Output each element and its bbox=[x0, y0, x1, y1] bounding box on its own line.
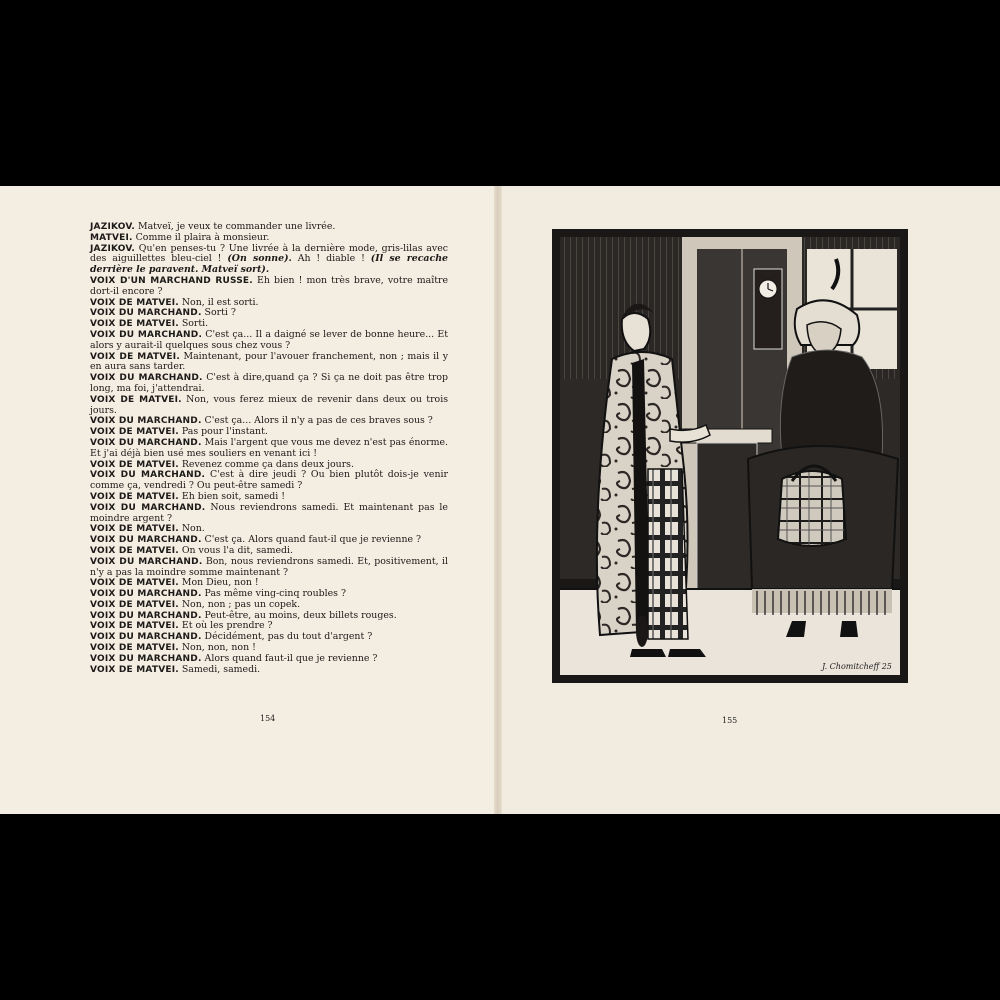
speaker-name: VOIX DU MARCHAND. bbox=[90, 556, 203, 567]
stage-direction: (On sonne). bbox=[227, 253, 292, 265]
speaker-name: VOIX DU MARCHAND. bbox=[90, 610, 202, 621]
dialogue-line bbox=[90, 557, 448, 579]
speaker-name: VOIX DU MARCHAND. bbox=[90, 632, 202, 643]
dialogue-text: C'est à dire jeudi ? Ou bien plutôt dois-je venir comme ça, vendredi ? Ou peut-être samedi ? bbox=[90, 469, 449, 492]
speaker-name: VOIX DU MARCHAND. bbox=[90, 437, 202, 448]
dialogue-text: Peut-être, au moins, deux billets rouges. bbox=[201, 609, 397, 621]
dialogue-line bbox=[90, 395, 448, 417]
dialogue-text: Non, vous ferez mieux de revenir dans deux ou trois jours. bbox=[90, 393, 449, 416]
dialogue-text: Sorti ? bbox=[201, 307, 236, 319]
dialogue-line bbox=[90, 352, 448, 374]
speaker-name: VOIX DU MARCHAND. bbox=[90, 502, 206, 513]
dialogue-text: Eh bien soit, samedi ! bbox=[178, 490, 286, 502]
dialogue-text: Non, non, non ! bbox=[178, 642, 256, 654]
left-page bbox=[0, 186, 498, 814]
speaker-name: JAZIKOV. bbox=[90, 222, 135, 232]
svg-text:J. Chomitcheff 25: J. Chomitcheff 25 bbox=[822, 662, 892, 671]
dialogue-text: Nous reviendrons samedi. Et maintenant pas le moindre argent ? bbox=[90, 501, 448, 524]
dialogue-line bbox=[90, 632, 448, 643]
dialogue-text: Samedi, samedi. bbox=[178, 663, 261, 675]
speaker-name: VOIX DU MARCHAND. bbox=[90, 329, 203, 340]
dialogue-text: Pas pour l'instant. bbox=[178, 426, 268, 438]
dialogue-text: Et où les prendre ? bbox=[178, 620, 273, 632]
speaker-name: VOIX DE MATVEI. bbox=[90, 297, 179, 308]
speaker-name: VOIX DE MATVEI. bbox=[90, 664, 179, 675]
speaker-name: VOIX DU MARCHAND. bbox=[90, 653, 202, 664]
speaker-name: VOIX DE MATVEI. bbox=[90, 621, 179, 632]
dialogue-text: Maintenant, pour l'avouer franchement, non ; mais il y en aura sans tarder. bbox=[90, 350, 448, 373]
speaker-name: VOIX DU MARCHAND. bbox=[90, 535, 202, 546]
dialogue-text: Matveï, je veux te commander une livrée. bbox=[135, 221, 336, 232]
dialogue-line bbox=[90, 373, 448, 395]
speaker-name: VOIX DE MATVEI. bbox=[90, 459, 179, 470]
dialogue-line bbox=[90, 276, 448, 298]
dialogue-text: Bon, nous reviendrons samedi. Et, positivement, il n'y a pas la moindre somme maintenant ? bbox=[90, 555, 448, 578]
dialogue-line bbox=[90, 298, 448, 309]
dialogue-line bbox=[90, 665, 448, 676]
dialogue-text: Alors quand faut-il que je revienne ? bbox=[201, 652, 378, 664]
speaker-name: VOIX DE MATVEI. bbox=[90, 394, 182, 405]
dialogue-line bbox=[90, 416, 448, 427]
dialogue-text: Revenez comme ça dans deux jours. bbox=[178, 458, 354, 470]
dialogue-text: C'est à dire,quand ça ? Si ça ne doit pas être trop long, ma foi, j'attendrai. bbox=[90, 372, 448, 394]
speaker-name: VOIX DE MATVEI. bbox=[90, 319, 179, 330]
dialogue-line bbox=[90, 244, 448, 276]
dialogue-text: Non, il est sorti. bbox=[178, 296, 259, 308]
right-page bbox=[498, 186, 1000, 814]
dialogue-text: C'est ça. Alors quand faut-il que je revienne ? bbox=[201, 534, 422, 546]
dialogue-line bbox=[90, 503, 448, 525]
dialogue-text: Eh bien ! mon très brave, votre maître dort-il encore ? bbox=[90, 274, 448, 297]
speaker-name: VOIX DE MATVEI. bbox=[90, 578, 179, 589]
dialogue-text: On vous l'a dit, samedi. bbox=[178, 544, 294, 556]
book-gutter bbox=[494, 186, 502, 814]
speaker-name: JAZIKOV. bbox=[90, 243, 135, 254]
speaker-name: VOIX DE MATVEI. bbox=[90, 545, 179, 556]
speaker-name: VOIX DU MARCHAND. bbox=[90, 308, 202, 319]
illustration-drawing bbox=[552, 229, 908, 683]
page-number-left: 154 bbox=[260, 714, 276, 723]
dialogue-text: Mon Dieu, non ! bbox=[178, 577, 259, 589]
dialogue-line bbox=[90, 308, 448, 319]
page-number-right: 155 bbox=[722, 716, 738, 725]
play-dialogue bbox=[90, 222, 448, 675]
dialogue-line bbox=[90, 654, 448, 665]
speaker-name: VOIX DE MATVEI. bbox=[90, 643, 179, 654]
dialogue-text: Qu'en penses-tu ? Une livrée à la dernière mode, gris-lilas avec des aiguillettes bleu-ciel ! bbox=[90, 242, 448, 265]
speaker-name: VOIX DU MARCHAND. bbox=[90, 470, 206, 481]
book-spread bbox=[0, 186, 1000, 814]
dialogue-text: Ah ! diable ! bbox=[291, 253, 371, 265]
dialogue-text: C'est ça... Alors il n'y a pas de ces braves sous ? bbox=[201, 415, 433, 427]
lithograph-illustration bbox=[552, 229, 908, 683]
speaker-name: VOIX DU MARCHAND. bbox=[90, 373, 203, 384]
dialogue-text: Pas même ving-cinq roubles ? bbox=[201, 588, 346, 600]
speaker-name: VOIX DU MARCHAND. bbox=[90, 589, 202, 600]
dialogue-text: Mais l'argent que vous me devez n'est pas énorme. Et j'ai déjà bien usé mes souliers en venant ici ! bbox=[90, 436, 448, 459]
dialogue-line bbox=[90, 470, 448, 492]
dialogue-text: Sorti. bbox=[178, 318, 209, 330]
speaker-name: VOIX DE MATVEI. bbox=[90, 351, 180, 362]
dialogue-line bbox=[90, 330, 448, 352]
speaker-name: VOIX DU MARCHAND. bbox=[90, 416, 202, 427]
speaker-name: VOIX DE MATVEI. bbox=[90, 524, 179, 535]
dialogue-text: C'est ça... Il a daigné se lever de bonne heure... Et alors y aurait-il quelques sous chez vous ? bbox=[90, 328, 448, 351]
dialogue-text: Comme il plaira à monsieur. bbox=[132, 231, 270, 243]
stage-direction: (Il se recache derrière le paravent. Matveï sort). bbox=[90, 253, 448, 276]
speaker-name: MATVEI. bbox=[90, 232, 133, 243]
speaker-name: VOIX DE MATVEI. bbox=[90, 491, 179, 502]
speaker-name: VOIX D'UN MARCHAND RUSSE. bbox=[90, 275, 253, 286]
dialogue-text: Décidément, pas du tout d'argent ? bbox=[201, 631, 373, 643]
dialogue-line bbox=[90, 438, 448, 460]
dialogue-text: Non. bbox=[178, 523, 205, 535]
speaker-name: VOIX DE MATVEI. bbox=[90, 599, 179, 610]
dialogue-text: Non, non ; pas un copek. bbox=[178, 598, 301, 610]
speaker-name: VOIX DE MATVEI. bbox=[90, 427, 179, 438]
